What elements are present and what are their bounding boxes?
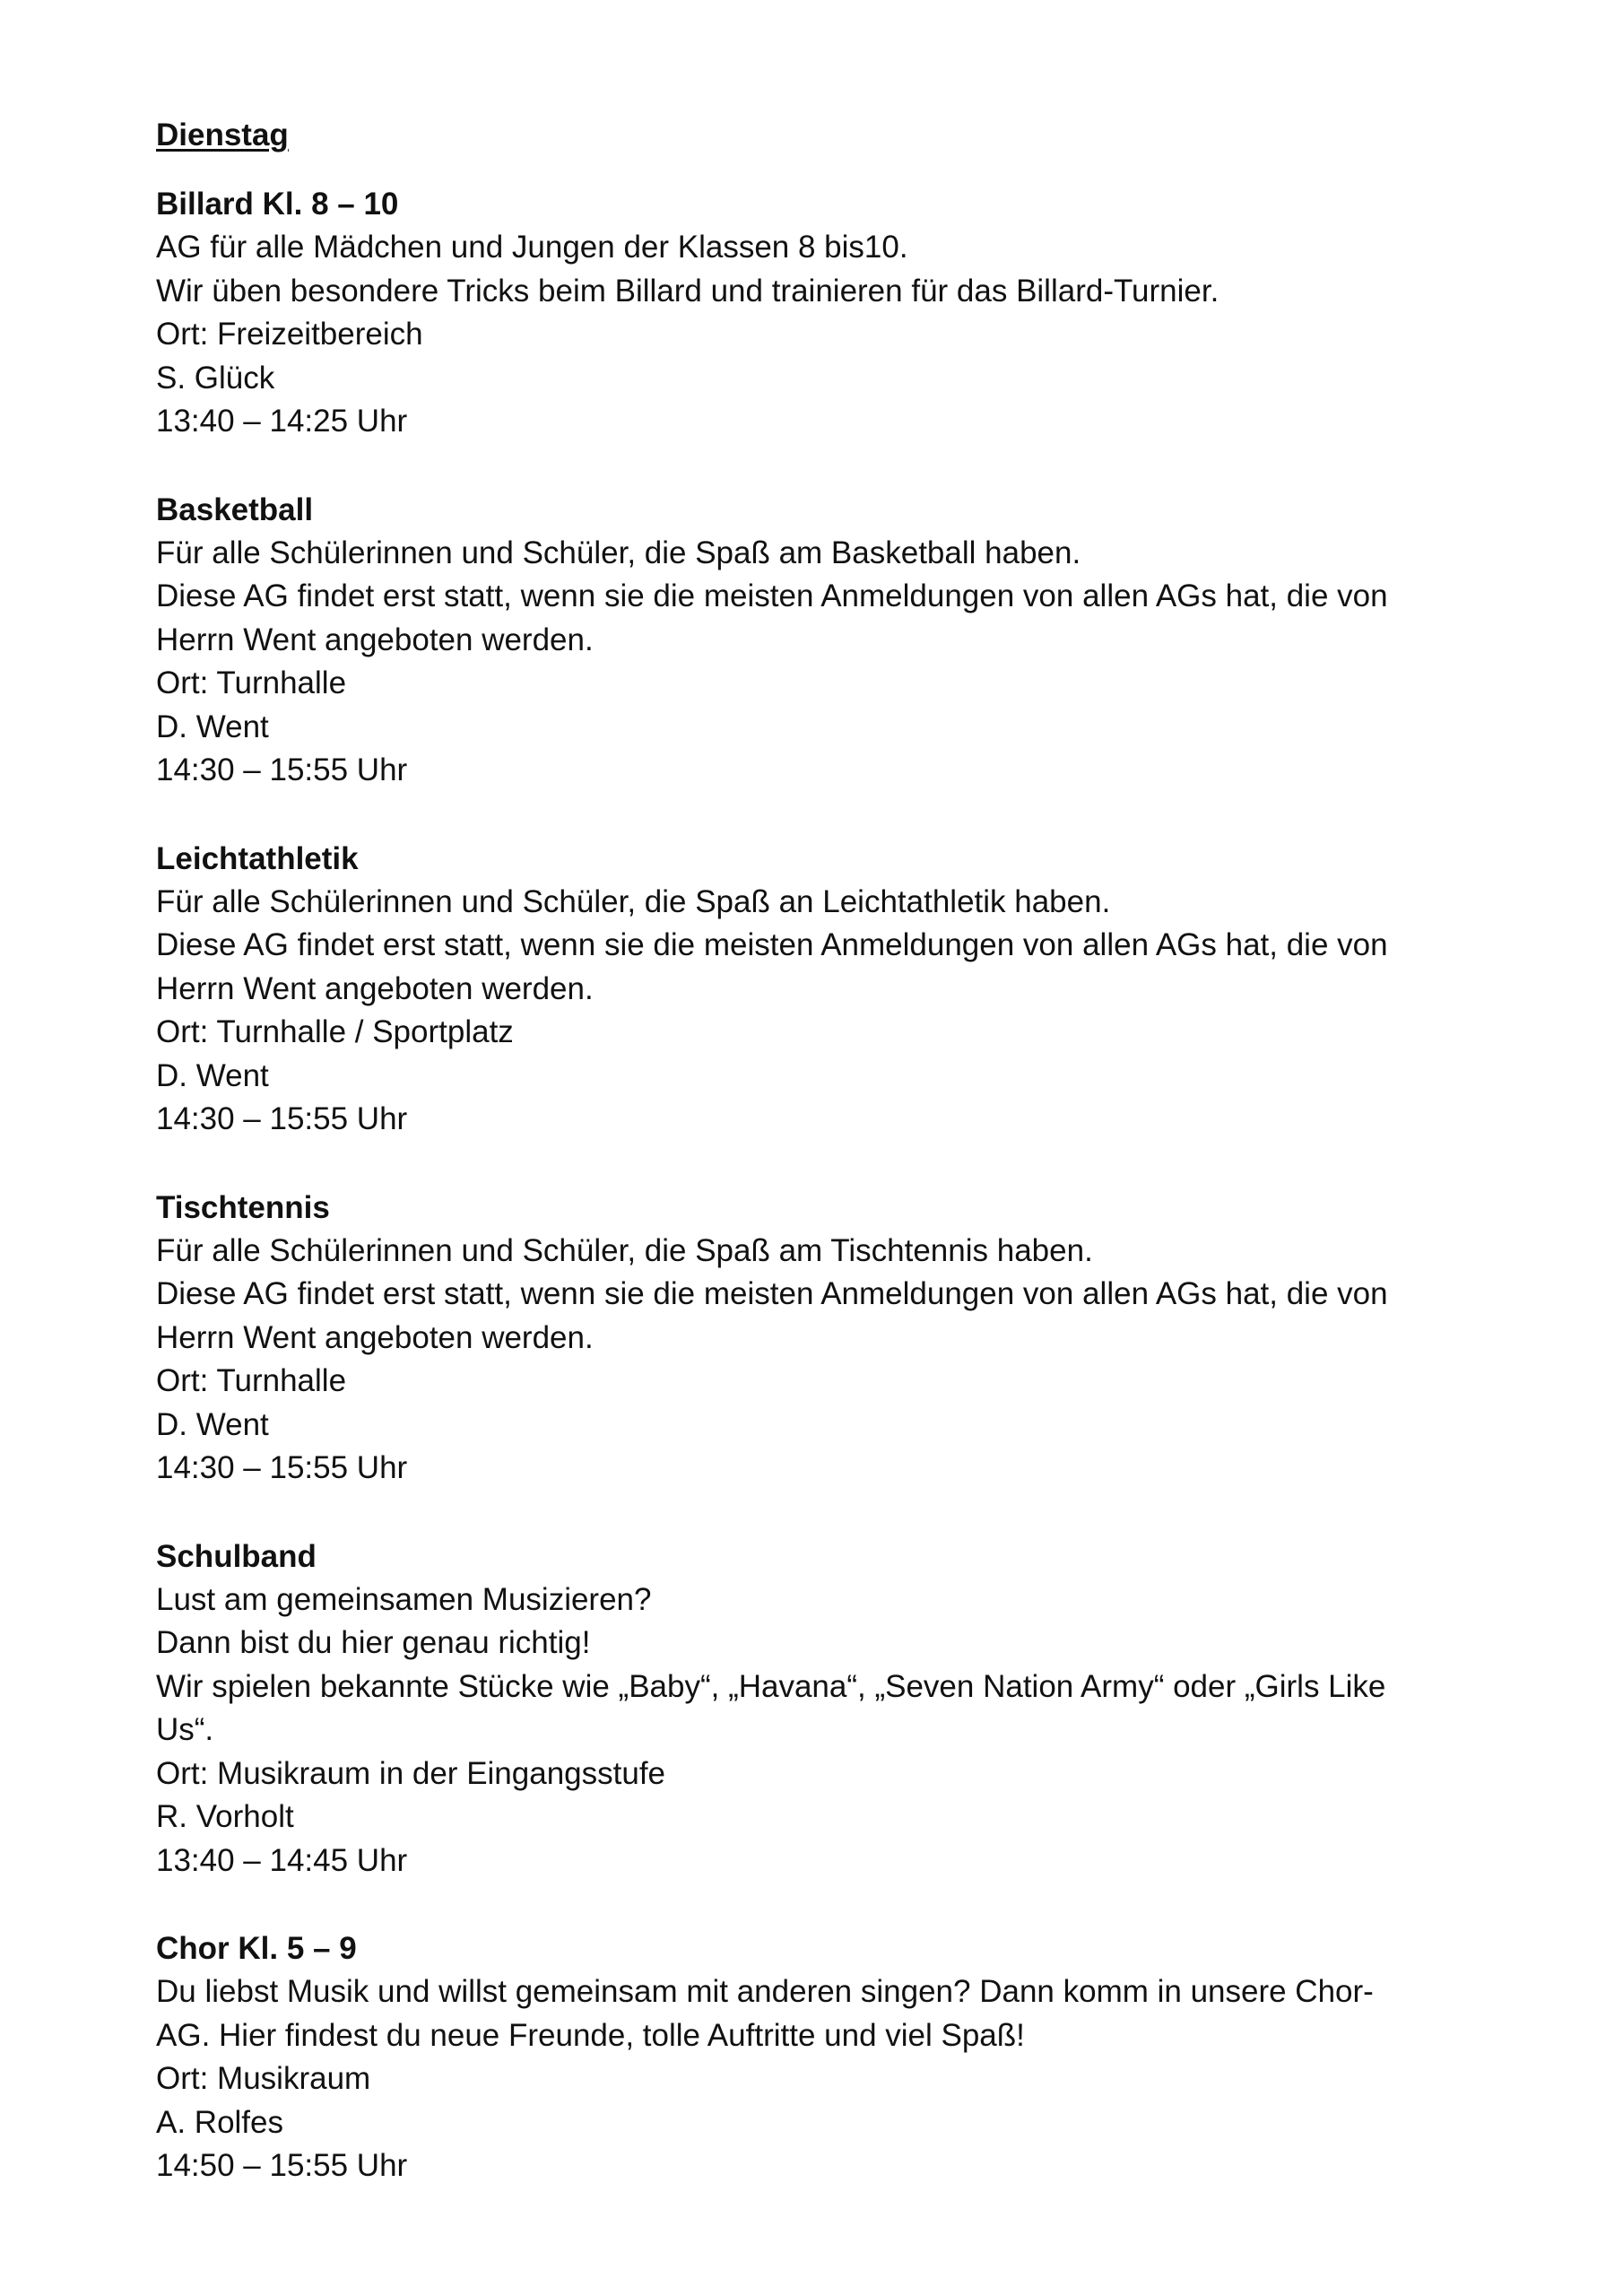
ag-entry-chor bbox=[156, 1926, 1501, 2188]
ag-teacher: D. Went bbox=[156, 709, 269, 744]
ag-location: Ort: Freizeitbereich bbox=[156, 317, 423, 352]
ag-time: 14:30 – 15:55 Uhr bbox=[156, 752, 408, 787]
ag-time: 14:30 – 15:55 Uhr bbox=[156, 1101, 408, 1136]
ag-location: Ort: Musikraum bbox=[156, 2061, 371, 2096]
ag-entry-schulband bbox=[156, 1535, 1501, 1883]
ag-location: Ort: Musikraum in der Eingangsstufe bbox=[156, 1755, 666, 1791]
ag-description: Diese AG findet erst statt, wenn sie die meisten Anmeldungen von allen AGs hat, die von bbox=[156, 927, 1388, 962]
ag-teacher: R. Vorholt bbox=[156, 1799, 294, 1834]
ag-description: Wir üben besondere Tricks beim Billard und trainieren für das Billard-Turnier. bbox=[156, 273, 1219, 309]
ag-teacher: D. Went bbox=[156, 1057, 269, 1093]
ag-title: Leichtathletik bbox=[156, 840, 359, 876]
ag-entry-tischtennis bbox=[156, 1186, 1501, 1491]
ag-entry-leichtathletik bbox=[156, 837, 1501, 1142]
ag-teacher: D. Went bbox=[156, 1406, 269, 1442]
ag-description: Dann bist du hier genau richtig! bbox=[156, 1625, 591, 1660]
ag-location: Ort: Turnhalle bbox=[156, 665, 347, 700]
ag-description: Herrn Went angeboten werden. bbox=[156, 970, 594, 1006]
ag-description: Für alle Schülerinnen und Schüler, die Spaß am Tischtennis haben. bbox=[156, 1232, 1093, 1268]
ag-title: Tischtennis bbox=[156, 1189, 330, 1225]
ag-location: Ort: Turnhalle bbox=[156, 1363, 347, 1398]
ag-title: Billard Kl. 8 – 10 bbox=[156, 187, 399, 222]
ag-description: Für alle Schülerinnen und Schüler, die Spaß am Basketball haben. bbox=[156, 535, 1081, 570]
ag-entry-billard bbox=[156, 182, 1501, 444]
ag-title: Basketball bbox=[156, 491, 314, 527]
ag-time: 14:30 – 15:55 Uhr bbox=[156, 1450, 408, 1485]
ag-teacher: S. Glück bbox=[156, 360, 275, 396]
ag-title: Chor Kl. 5 – 9 bbox=[156, 1931, 357, 1966]
day-heading: Dienstag bbox=[156, 117, 289, 152]
ag-description: Für alle Schülerinnen und Schüler, die Spaß an Leichtathletik haben. bbox=[156, 883, 1111, 919]
ag-description: Wir spielen bekannte Stücke wie „Baby“, „Havana“, „Seven Nation Army“ oder „Girls Like bbox=[156, 1668, 1386, 1704]
ag-time: 13:40 – 14:25 Uhr bbox=[156, 404, 408, 439]
ag-description: Diese AG findet erst statt, wenn sie die meisten Anmeldungen von allen AGs hat, die von bbox=[156, 578, 1388, 613]
ag-description: AG. Hier findest du neue Freunde, tolle Auftritte und viel Spaß! bbox=[156, 2017, 1025, 2053]
ag-description: Du liebst Musik und willst gemeinsam mit anderen singen? Dann komm in unsere Chor- bbox=[156, 1974, 1374, 2009]
ag-title: Schulband bbox=[156, 1538, 317, 1574]
ag-time: 14:50 – 15:55 Uhr bbox=[156, 2148, 408, 2183]
ag-entry-basketball bbox=[156, 488, 1501, 793]
ag-description: Diese AG findet erst statt, wenn sie die meisten Anmeldungen von allen AGs hat, die von bbox=[156, 1276, 1388, 1311]
document-page bbox=[156, 113, 1501, 2188]
ag-description: Herrn Went angeboten werden. bbox=[156, 1319, 594, 1355]
ag-teacher: A. Rolfes bbox=[156, 2104, 283, 2140]
ag-description: Us“. bbox=[156, 1712, 214, 1747]
ag-time: 13:40 – 14:45 Uhr bbox=[156, 1842, 408, 1878]
ag-location: Ort: Turnhalle / Sportplatz bbox=[156, 1014, 514, 1049]
ag-description: Herrn Went angeboten werden. bbox=[156, 622, 594, 657]
ag-description: AG für alle Mädchen und Jungen der Klassen 8 bis10. bbox=[156, 230, 908, 265]
ag-description: Lust am gemeinsamen Musizieren? bbox=[156, 1581, 652, 1617]
